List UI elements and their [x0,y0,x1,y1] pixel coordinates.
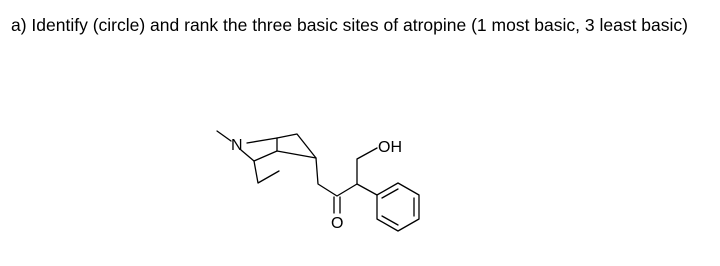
tropane-middle-bond [254,151,277,161]
phenyl-ring [377,183,419,231]
question-text: a) Identify (circle) and rank the three basic sites of atropine (1 most basic, 3 least basic) [11,15,688,35]
phenyl-bond [357,184,377,195]
hydroxyl-label: OH [378,139,402,156]
tropane-c3-bond [277,151,316,158]
carbonyl-oxygen-label: O [331,215,344,232]
n-methyl-bond [217,131,231,141]
tropane-lower-bridge [254,161,279,183]
nitrogen-atom-label: N [231,137,243,154]
n-bridgehead-bond-left [241,150,254,161]
n-bridgehead-bond-right [247,138,277,143]
side-chain-bonds [316,148,377,196]
